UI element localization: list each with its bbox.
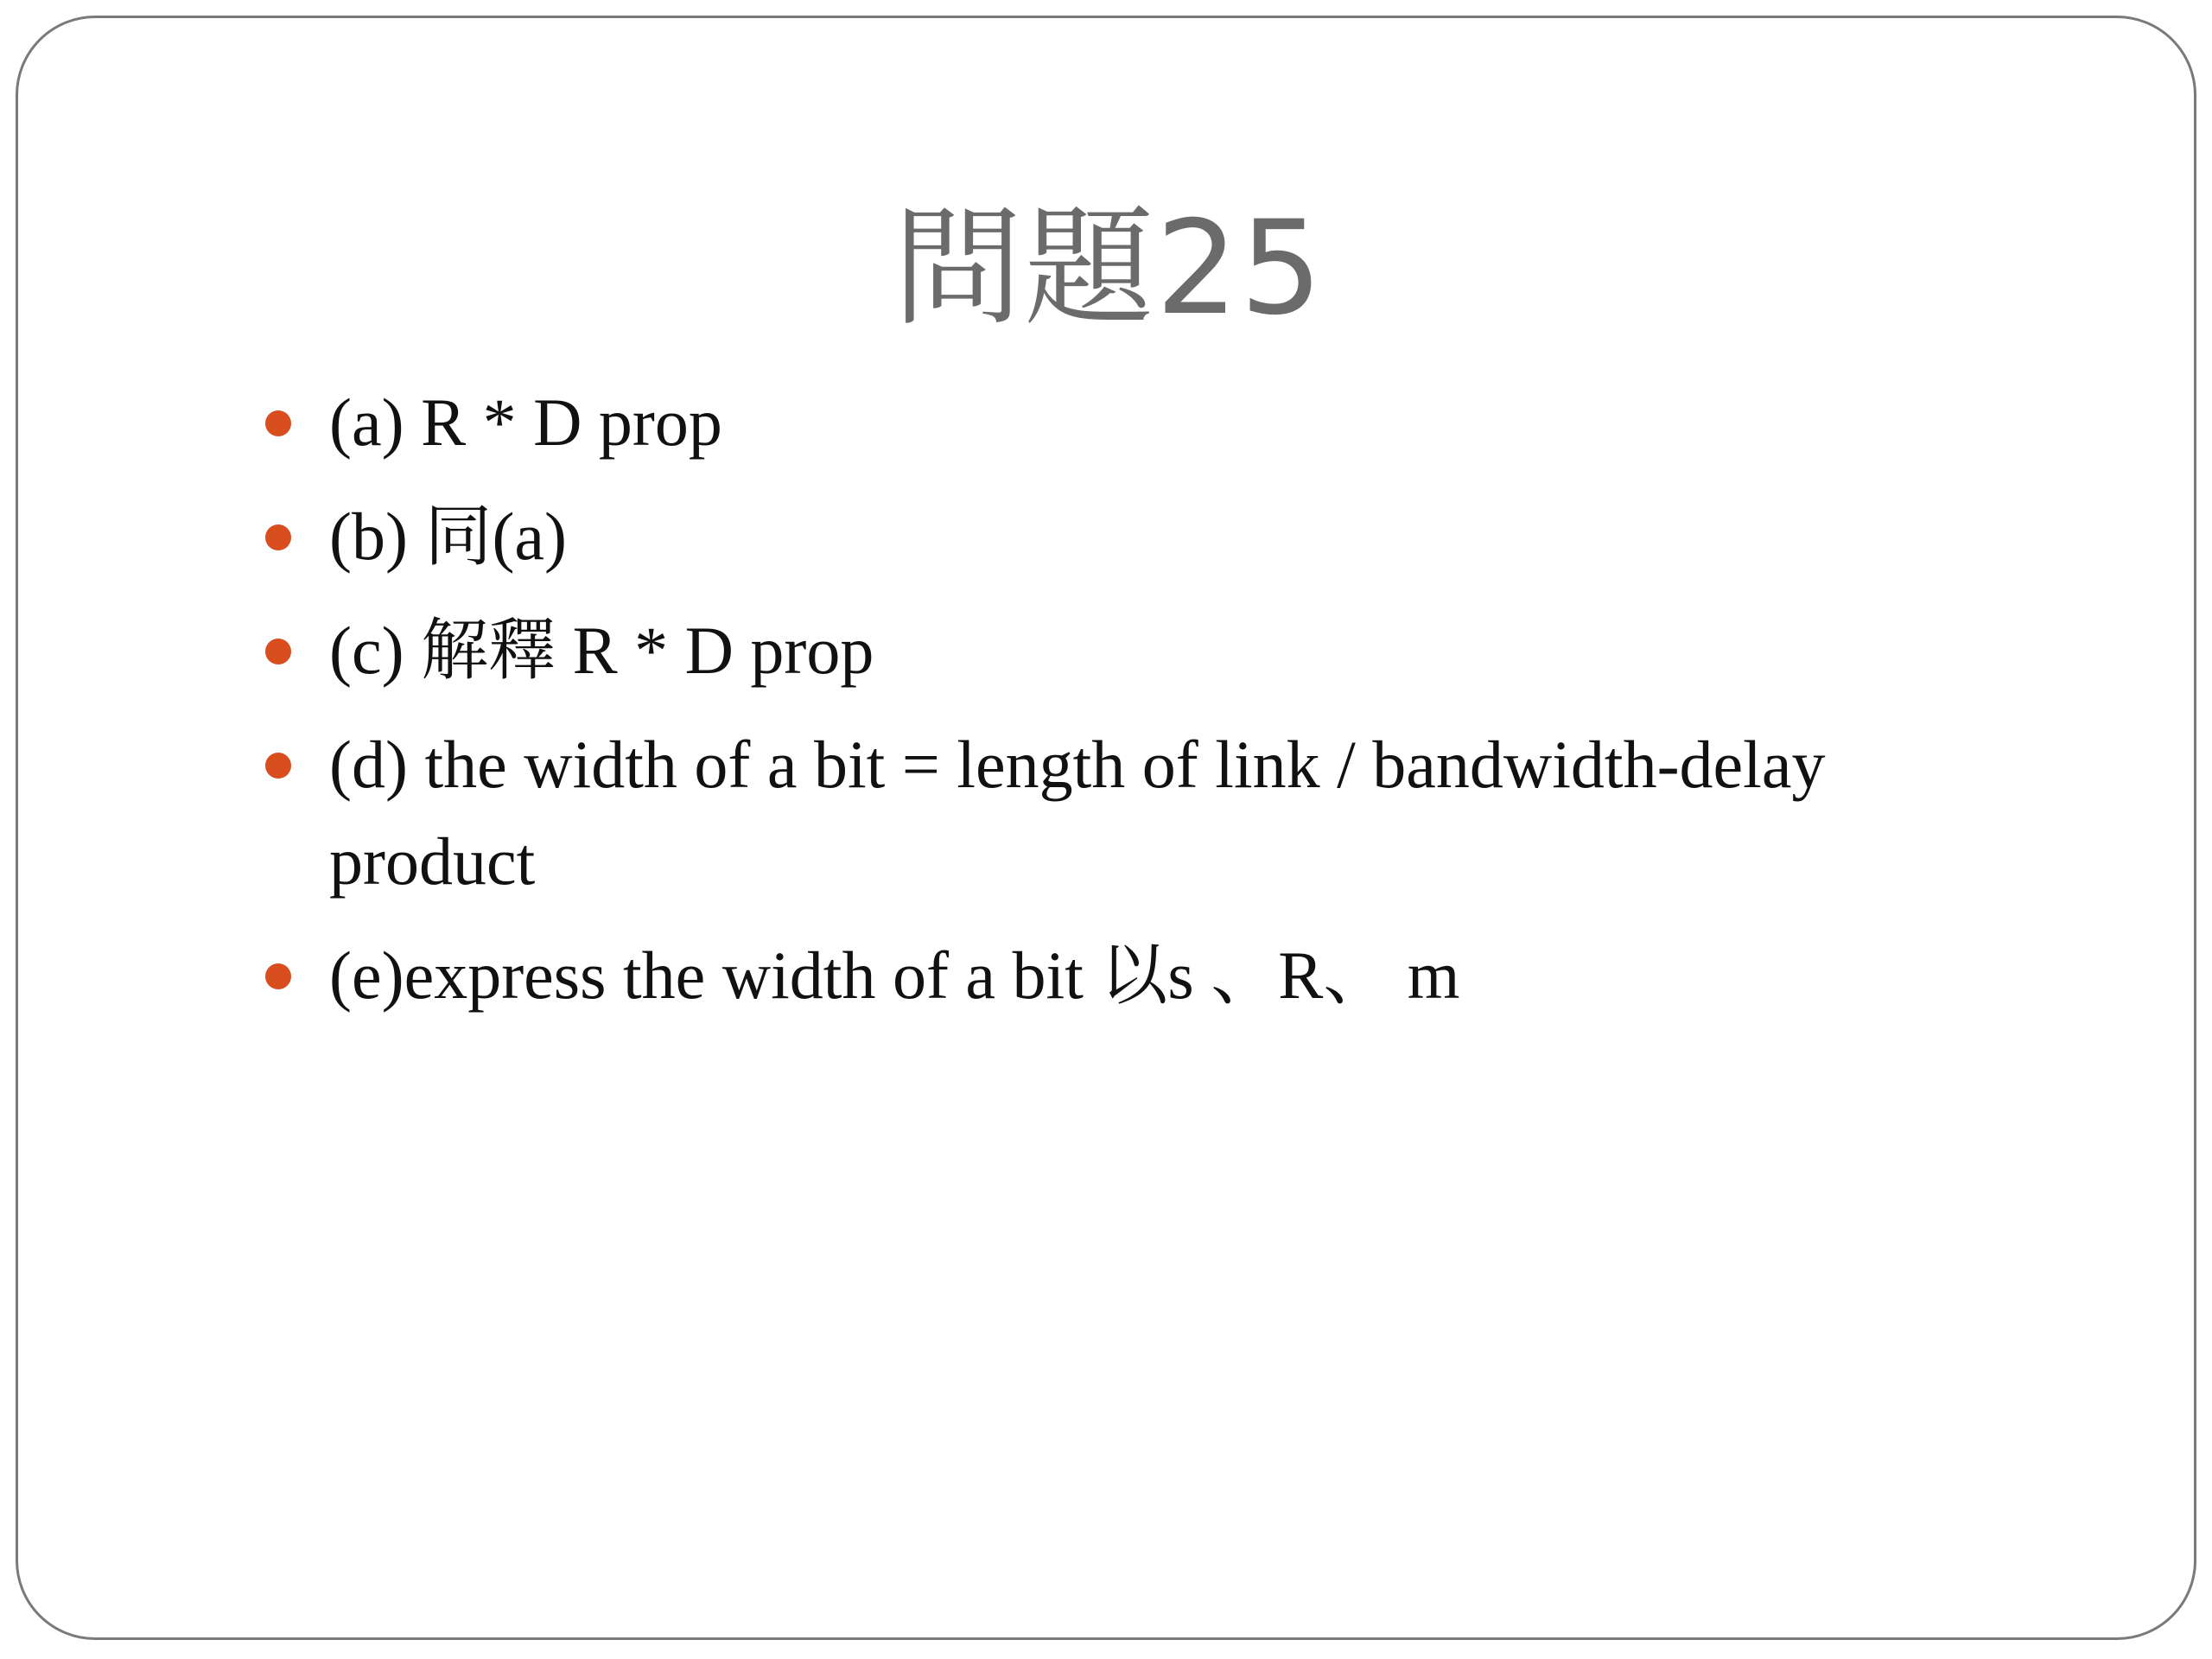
bullet-text-a: (a) R * D prop (329, 385, 722, 460)
bullet-text-d: (d) the width of a bit = length of link / bandwidth-delay product (329, 727, 1826, 899)
bullet-item-e (245, 927, 2042, 1024)
bullet-dot-icon (265, 524, 291, 550)
bullet-text-e: (e)express the width of a bit 以s 、R、 m (329, 938, 1460, 1013)
bullet-item-a (245, 374, 2042, 471)
bullet-dot-icon (265, 639, 291, 664)
bullet-item-b (245, 488, 2042, 585)
slide-frame (16, 16, 2196, 1640)
bullet-dot-icon (265, 410, 291, 436)
bullet-item-d (245, 716, 2042, 910)
bullet-dot-icon (265, 963, 291, 989)
bullet-text-b: (b) 同(a) (329, 499, 568, 574)
bullet-dot-icon (265, 753, 291, 779)
bullet-list (245, 374, 2042, 1041)
slide-title: 問題25 (893, 194, 1325, 344)
bullet-text-c: (c) 解釋 R * D prop (329, 613, 874, 688)
bullet-item-c (245, 602, 2042, 699)
